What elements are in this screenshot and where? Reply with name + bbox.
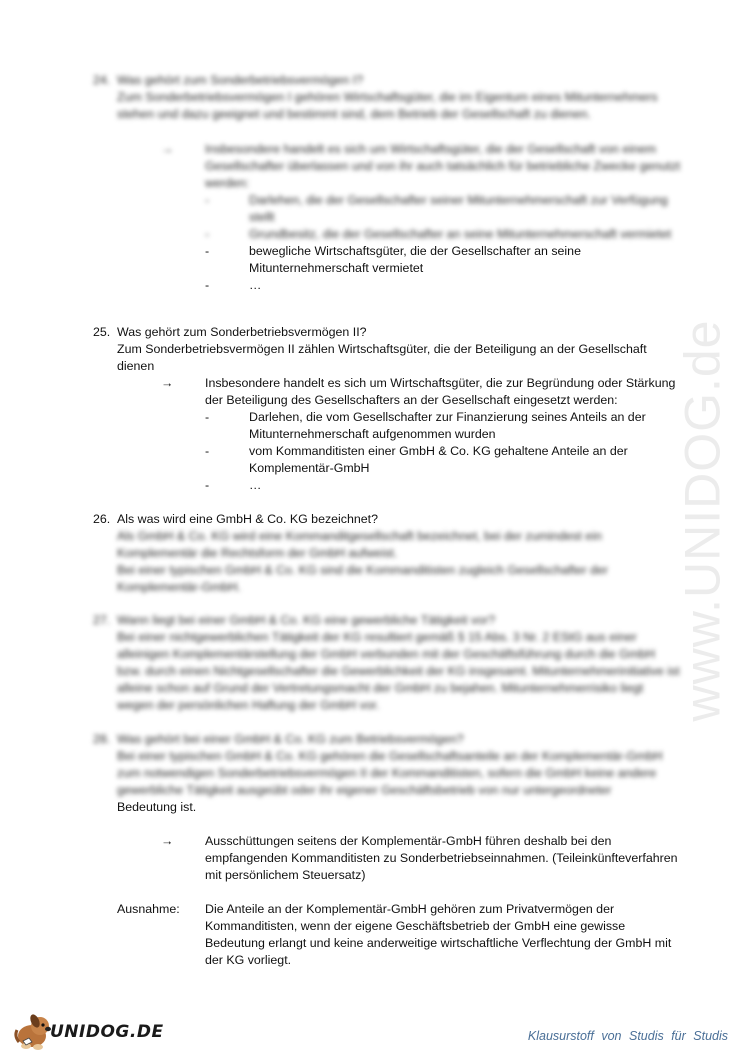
list-item xyxy=(93,443,683,477)
exception-label: Ausnahme: xyxy=(117,902,180,916)
list-item-text: Darlehen, die vom Gesellschafter zur Finanzierung seines Anteils an der Mitunternehmerschaft aufgenommen wurden xyxy=(249,410,646,441)
list-item-text: … xyxy=(249,278,262,292)
arrow-note-text: Insbesondere handelt es sich um Wirtschaftsgüter, die zur Begründung oder Stärkung der Beteiligung des Gesellschafters an der Gesellschaft eingesetzt werden: xyxy=(205,376,676,407)
arrow-note xyxy=(93,141,683,192)
watermark-text: www.UNIDOG.de xyxy=(674,319,731,721)
question-title: Was gehört zum Sonderbetriebsvermögen I? xyxy=(117,73,364,87)
arrow-icon: → xyxy=(161,142,174,156)
arrow-icon: → xyxy=(161,834,174,848)
question-title: Als was wird eine GmbH & Co. KG bezeichnet? xyxy=(117,512,379,526)
dash-bullet: - xyxy=(205,227,210,241)
question-number: 28. xyxy=(93,732,111,746)
list-item xyxy=(93,409,683,443)
question-24 xyxy=(93,72,683,294)
question-26 xyxy=(93,511,683,596)
question-number: 27. xyxy=(93,613,111,627)
question-24-visible xyxy=(93,243,683,294)
dash-bullet: - xyxy=(205,244,210,258)
exception-text: Die Anteile an der Komplementär-GmbH gehören zum Privatvermögen der Kommanditisten, wenn der eigene Geschäftsbetrieb der GmbH eine gewisse Bedeutung erlangt und keine anderweitige wirtschaftliche Verflechtung der GmbH mit der KG vorliegt. xyxy=(205,902,672,967)
list-item-text: bewegliche Wirtschaftsgüter, die der Gesellschafter an seine Mitunternehmerschaft vermietet xyxy=(249,244,581,275)
list-item xyxy=(93,243,683,277)
answer-text: Bedeutung ist. xyxy=(117,800,197,814)
answer-text: Bei einer typischen GmbH & Co. KG gehören die Gesellschaftsanteile an der Komplementär-GmbH zum notwendigen Sonderbetriebsvermögen II der Kommanditisten, sofern die GmbH keine andere gewerbliche Tätigkeit ausgeübt oder ihr eigener Geschäftsbetrieb von nur untergeordneter xyxy=(117,749,663,797)
list-item xyxy=(93,192,683,226)
list-item-text: Darlehen, die der Gesellschafter seiner Mitunternehmerschaft zur Verfügung stellt xyxy=(249,193,668,224)
list-item-text: … xyxy=(249,478,262,492)
list-item-text: Grundbesitz, die der Gesellschafter an seine Mitunternehmerschaft vermietet xyxy=(249,227,672,241)
question-28 xyxy=(93,731,683,969)
question-title: Was gehört bei einer GmbH & Co. KG zum Betriebsvermögen? xyxy=(117,732,464,746)
question-27 xyxy=(93,612,683,714)
question-24-body xyxy=(93,72,683,243)
question-title: Was gehört zum Sonderbetriebsvermögen II? xyxy=(117,325,367,339)
answer-text: Bei einer nichtgewerblichen Tätigkeit der KG resultiert gemäß § 15 Abs. 3 Nr. 2 EStG aus einer alleinigen Komplementärstellung der GmbH verbunden mit der Geschäftsführung durch die GmbH bzw. durch einen Nichtgesellschafter die Gewerblichkeit der KG insgesamt. Mitunternehmerinitiative ist alleine schon auf Grund der Vertretungsmacht der GmbH zu bejahen. Mitunternehmerrisiko liegt wegen der persönlichen Haftung der GmbH vor. xyxy=(117,630,680,712)
list-item xyxy=(93,277,683,294)
dash-bullet: - xyxy=(205,410,210,424)
answer-text: Als GmbH & Co. KG wird eine Kommanditgesellschaft bezeichnet, bei der zumindest ein Komplementär die Rechtsform der GmbH aufweist. xyxy=(117,529,602,560)
dash-bullet: - xyxy=(205,193,210,207)
list-item xyxy=(93,226,683,243)
dash-bullet: - xyxy=(205,478,210,492)
answer-text: Zum Sonderbetriebsvermögen I gehören Wirtschaftsgüter, die im Eigentum eines Mitunternehmers stehen und dazu geeignet und bestimmt sind, dem Betrieb der Gesellschaft zu dienen. xyxy=(117,90,658,121)
question-number: 25. xyxy=(93,325,111,339)
exception-note xyxy=(93,901,683,969)
dash-bullet: - xyxy=(205,444,210,458)
arrow-note xyxy=(93,375,683,409)
unidog-logo xyxy=(10,1012,164,1052)
answer-text: Zum Sonderbetriebsvermögen II zählen Wirtschaftsgüter, die der Beteiligung an der Gesellschaft dienen xyxy=(117,342,647,373)
question-25 xyxy=(93,324,683,494)
answer-text: Bei einer typischen GmbH & Co. KG sind die Kommanditisten zugleich Gesellschafter der Komplementär-GmbH. xyxy=(117,563,609,594)
footer-tagline: Klausurstoff von Studis für Studis xyxy=(527,1029,728,1043)
list-item-text: vom Kommanditisten einer GmbH & Co. KG gehaltene Anteile an der Komplementär-GmbH xyxy=(249,444,628,475)
list-item xyxy=(93,477,683,494)
arrow-note-text: Ausschüttungen seitens der Komplementär-GmbH führen deshalb bei den empfangenden Kommanditisten zu Sonderbetriebseinnahmen. (Teileinkünfteverfahren mit persönlichem Steuersatz) xyxy=(205,834,678,882)
dash-bullet: - xyxy=(205,278,210,292)
question-28-blurred xyxy=(93,731,683,799)
question-title: Wann liegt bei einer GmbH & Co. KG eine gewerbliche Tätigkeit vor? xyxy=(117,613,496,627)
answer-block xyxy=(93,528,683,596)
question-number: 24. xyxy=(93,73,111,87)
arrow-note-text: Insbesondere handelt es sich um Wirtschaftsgüter, die der Gesellschaft von einem Gesellschafter überlassen und von ihr auch tatsächlich für betriebliche Zwecke genutzt werden: xyxy=(205,142,681,190)
arrow-note xyxy=(93,833,683,884)
arrow-icon: → xyxy=(161,376,174,390)
question-number: 26. xyxy=(93,512,111,526)
logo-text: UNIDOG.DE xyxy=(50,1022,164,1042)
